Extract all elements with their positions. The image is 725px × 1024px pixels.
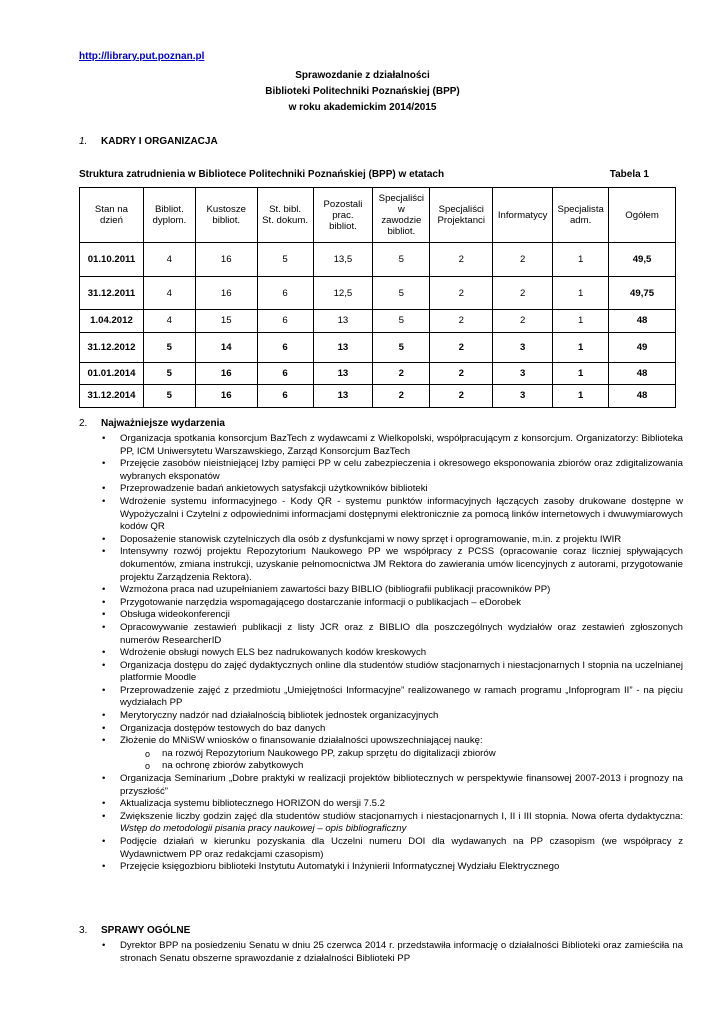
header-cell: Ogółem	[609, 188, 676, 243]
table-cell-date: 01.01.2014	[80, 362, 144, 385]
table-cell: 1	[553, 310, 609, 333]
list-item-text: Złożenie do MNiSW wniosków o finansowanie działalności upowszechniającej naukę:	[120, 735, 483, 747]
section-2-number: 2.	[79, 418, 88, 429]
list-item: • Organizacja dostępu do zajęć dydaktycznych online dla studentów studiów stacjonarnych i niestacjonarnych I stopnia na uczelnianej platformie Moodle	[79, 660, 683, 685]
table-cell-date: 31.12.2011	[80, 277, 144, 310]
table-cell: 5	[143, 385, 195, 408]
table-cell: 3	[493, 362, 553, 385]
table-cell: 2	[430, 277, 493, 310]
table-cell: 13	[313, 385, 373, 408]
table-cell: 2	[430, 310, 493, 333]
header-cell: Bibliot. dyplom.	[143, 188, 195, 243]
list-item: • Organizacja Seminarium „Dobre praktyki w realizacji projektów bibliotecznych w perspektywie finansowej 2007-2013 i prognozy na przyszłość”	[79, 773, 683, 798]
header-cell: Pozostali prac. bibliot.	[313, 188, 373, 243]
header-cell: Stan na dzień	[80, 188, 144, 243]
list-item-text: Zwiększenie liczby godzin zajęć dla studentów studiów stacjonarnych i niestacjonarnych I, II i III stopnia. Nowa oferta dydaktyczna:	[120, 810, 683, 822]
table-cell: 13,5	[313, 243, 373, 277]
header-cell: Kustosze bibliot.	[195, 188, 257, 243]
table-cell: 2	[430, 385, 493, 408]
course-title: Wstęp do metodologii pisania pracy naukowej – opis bibliograficzny	[120, 823, 407, 835]
report-title-line-2: Biblioteki Politechniki Poznańskiej (BPP)	[265, 86, 460, 97]
list-item: • Organizacja dostępów testowych do baz danych	[79, 723, 683, 736]
table-label: Tabela 1	[609, 169, 649, 180]
table-cell: 5	[373, 332, 430, 362]
table-cell: 3	[493, 332, 553, 362]
section-3-heading	[79, 925, 190, 938]
table-cell: 2	[493, 243, 553, 277]
table-cell: 2	[430, 362, 493, 385]
list-item-courses	[79, 811, 683, 836]
table-cell: 16	[195, 277, 257, 310]
section-1-heading	[79, 136, 218, 149]
list-item: • Organizacja spotkania konsorcjum BazTech z wydawcami z Wielkopolski, współpracującym z konsorcjum. Organizatorzy: Biblioteka PP, ICM Uniwersytetu Warszawskiego, Zarząd Konsorcjum BazTech	[79, 433, 683, 458]
table-cell: 13	[313, 310, 373, 333]
sub-list-item: o na ochronę zbiorów zabytkowych	[120, 760, 683, 773]
table-cell-total: 48	[609, 385, 676, 408]
table-cell: 6	[257, 385, 313, 408]
report-title-line-1: Sprawozdanie z działalności	[295, 70, 430, 81]
list-item: • Aktualizacja systemu bibliotecznego HORIZON do wersji 7.5.2	[79, 798, 683, 811]
list-item: • Opracowywanie zestawień publikacji z listy JCR oraz z BIBLIO dla poszczególnych wydziałów oraz zestawień zgłoszonych numerów ResearcherID	[79, 622, 683, 647]
events-list	[79, 433, 683, 874]
table-cell-total: 48	[609, 310, 676, 333]
header-cell: Informatycy	[493, 188, 553, 243]
table-cell: 6	[257, 310, 313, 333]
table-row	[80, 277, 676, 310]
table-cell: 5	[373, 310, 430, 333]
table-cell: 1	[553, 332, 609, 362]
list-item: • Doposażenie stanowisk czytelniczych dla osób z dysfunkcjami w nowy sprzęt i oprogramowanie, m.in. z projektu IWIR	[79, 534, 683, 547]
table-cell-date: 01.10.2011	[80, 243, 144, 277]
table-cell-date: 1.04.2012	[80, 310, 144, 333]
table-cell: 2	[430, 332, 493, 362]
table-cell: 6	[257, 332, 313, 362]
table-row	[80, 243, 676, 277]
table-cell: 2	[493, 310, 553, 333]
table-cell: 1	[553, 277, 609, 310]
table-cell-total: 48	[609, 362, 676, 385]
report-title-line-3: w roku akademickim 2014/2015	[288, 102, 437, 113]
sub-list-item: o na rozwój Repozytorium Naukowego PP, zakup sprzętu do digitalizacji zbiorów	[120, 748, 683, 761]
list-item: • Przejęcie zasobów nieistniejącej Izby pamięci PP w celu zabezpieczenia i okresowego eksponowania zbiorów oraz zdigitalizowania wybranych eksponatów	[79, 458, 683, 483]
section-1-number: 1.	[79, 136, 88, 147]
table-header-row	[80, 188, 676, 243]
table-cell: 16	[195, 362, 257, 385]
section-2-title: Najważniejsze wydarzenia	[101, 418, 225, 429]
table-row	[80, 310, 676, 333]
list-item-grants	[79, 735, 683, 773]
header-cell: St. bibl. St. dokum.	[257, 188, 313, 243]
table-cell: 14	[195, 332, 257, 362]
table-cell: 4	[143, 277, 195, 310]
table-cell: 6	[257, 362, 313, 385]
table-cell: 2	[373, 385, 430, 408]
list-item: • Wdrożenie systemu informacyjnego - Kody QR - systemu punktów informacyjnych łączących zasoby drukowane dostępne w Wypożyczalni i Czytelni z odpowiednimi informacjami dostępnymi elektronicznie za pomocą linków internetowych i dwuwymiarowych kodów QR	[79, 496, 683, 534]
table-cell-total: 49,5	[609, 243, 676, 277]
list-item: • Podjęcie działań w kierunku pozyskania dla Uczelni numeru DOI dla wydawanych na PP czasopism (we współpracy z Wydawnictwem PP oraz redakcjami czasopism)	[79, 836, 683, 861]
section-3-title: SPRAWY OGÓLNE	[101, 925, 191, 936]
table-cell: 1	[553, 362, 609, 385]
header-cell: Specjaliści w zawodzie bibliot.	[373, 188, 430, 243]
table-cell: 16	[195, 243, 257, 277]
table-cell: 1	[553, 243, 609, 277]
list-item: • Dyrektor BPP na posiedzeniu Senatu w dniu 25 czerwca 2014 r. przedstawiła informację o działalności Biblioteki oraz zamieściła na stronach Senatu obszerne sprawozdanie z działalności Biblioteki PP	[79, 940, 683, 965]
table-cell-date: 31.12.2014	[80, 385, 144, 408]
table-cell: 2	[373, 362, 430, 385]
table-cell: 5	[373, 277, 430, 310]
table-cell: 5	[257, 243, 313, 277]
table-cell: 5	[143, 362, 195, 385]
list-item: • Przeprowadzenie zajęć z przedmiotu „Umiejętności Informacyjne” realizowanego w ramach programu „Infoprogram II” - na pięciu wydziałach PP	[79, 685, 683, 710]
table-cell: 2	[493, 277, 553, 310]
table-cell: 13	[313, 332, 373, 362]
header-cell: Specjalista adm.	[553, 188, 609, 243]
table-cell: 3	[493, 385, 553, 408]
table-cell: 15	[195, 310, 257, 333]
section-1-title: KADRY I ORGANIZACJA	[101, 136, 218, 147]
list-item: • Wdrożenie obsługi nowych ELS bez nadrukowanych kodów kreskowych	[79, 647, 683, 660]
table-cell: 2	[430, 243, 493, 277]
list-item: • Przeprowadzenie badań ankietowych satysfakcji użytkowników biblioteki	[79, 483, 683, 496]
general-list	[79, 940, 683, 965]
table-cell: 5	[143, 332, 195, 362]
section-2-heading	[79, 418, 225, 431]
table-row	[80, 385, 676, 408]
table-caption	[79, 169, 649, 182]
table-row	[80, 362, 676, 385]
table-cell: 4	[143, 310, 195, 333]
table-cell-total: 49,75	[609, 277, 676, 310]
list-item: • Przygotowanie narzędzia wspomagającego dostarczanie informacji o publikacjach – eDorobek	[79, 597, 683, 610]
table-cell: 4	[143, 243, 195, 277]
list-item: • Wzmożona praca nad uzupełnianiem zawartości bazy BIBLIO (bibliografii publikacji pracowników PP)	[79, 584, 683, 597]
list-item: • Merytoryczny nadzór nad działalnością bibliotek jednostek organizacyjnych	[79, 710, 683, 723]
library-link[interactable]: http://library.put.poznan.pl	[79, 51, 205, 62]
list-item: • Obsługa wideokonferencji	[79, 609, 683, 622]
table-row	[80, 332, 676, 362]
table-cell-total: 49	[609, 332, 676, 362]
table-cell: 12,5	[313, 277, 373, 310]
table-cell: 5	[373, 243, 430, 277]
staffing-table	[79, 187, 676, 408]
table-cell: 1	[553, 385, 609, 408]
table-cell-date: 31.12.2012	[80, 332, 144, 362]
header-cell: Specjaliści Projektanci	[430, 188, 493, 243]
list-item: • Przejęcie księgozbioru biblioteki Instytutu Automatyki i Inżynierii Informatycznej Wydziału Elektrycznego	[79, 861, 683, 874]
table-cell: 16	[195, 385, 257, 408]
table-caption-text: Struktura zatrudnienia w Bibliotece Politechniki Poznańskiej (BPP) w etatach	[79, 169, 445, 180]
list-item: • Intensywny rozwój projektu Repozytorium Naukowego PP we współpracy z PCSS (opracowanie coraz liczniej spływających dokumentów, zmiana instrukcji, uzyskanie pełnomocnictwa JM Rektora do zawierania umów licencyjnych z autorami, przygotowanie projektu Zarządzenia Rektora).	[79, 546, 683, 584]
table-cell: 13	[313, 362, 373, 385]
grants-sublist	[120, 748, 683, 773]
table-cell: 6	[257, 277, 313, 310]
section-3-number: 3.	[79, 925, 88, 936]
